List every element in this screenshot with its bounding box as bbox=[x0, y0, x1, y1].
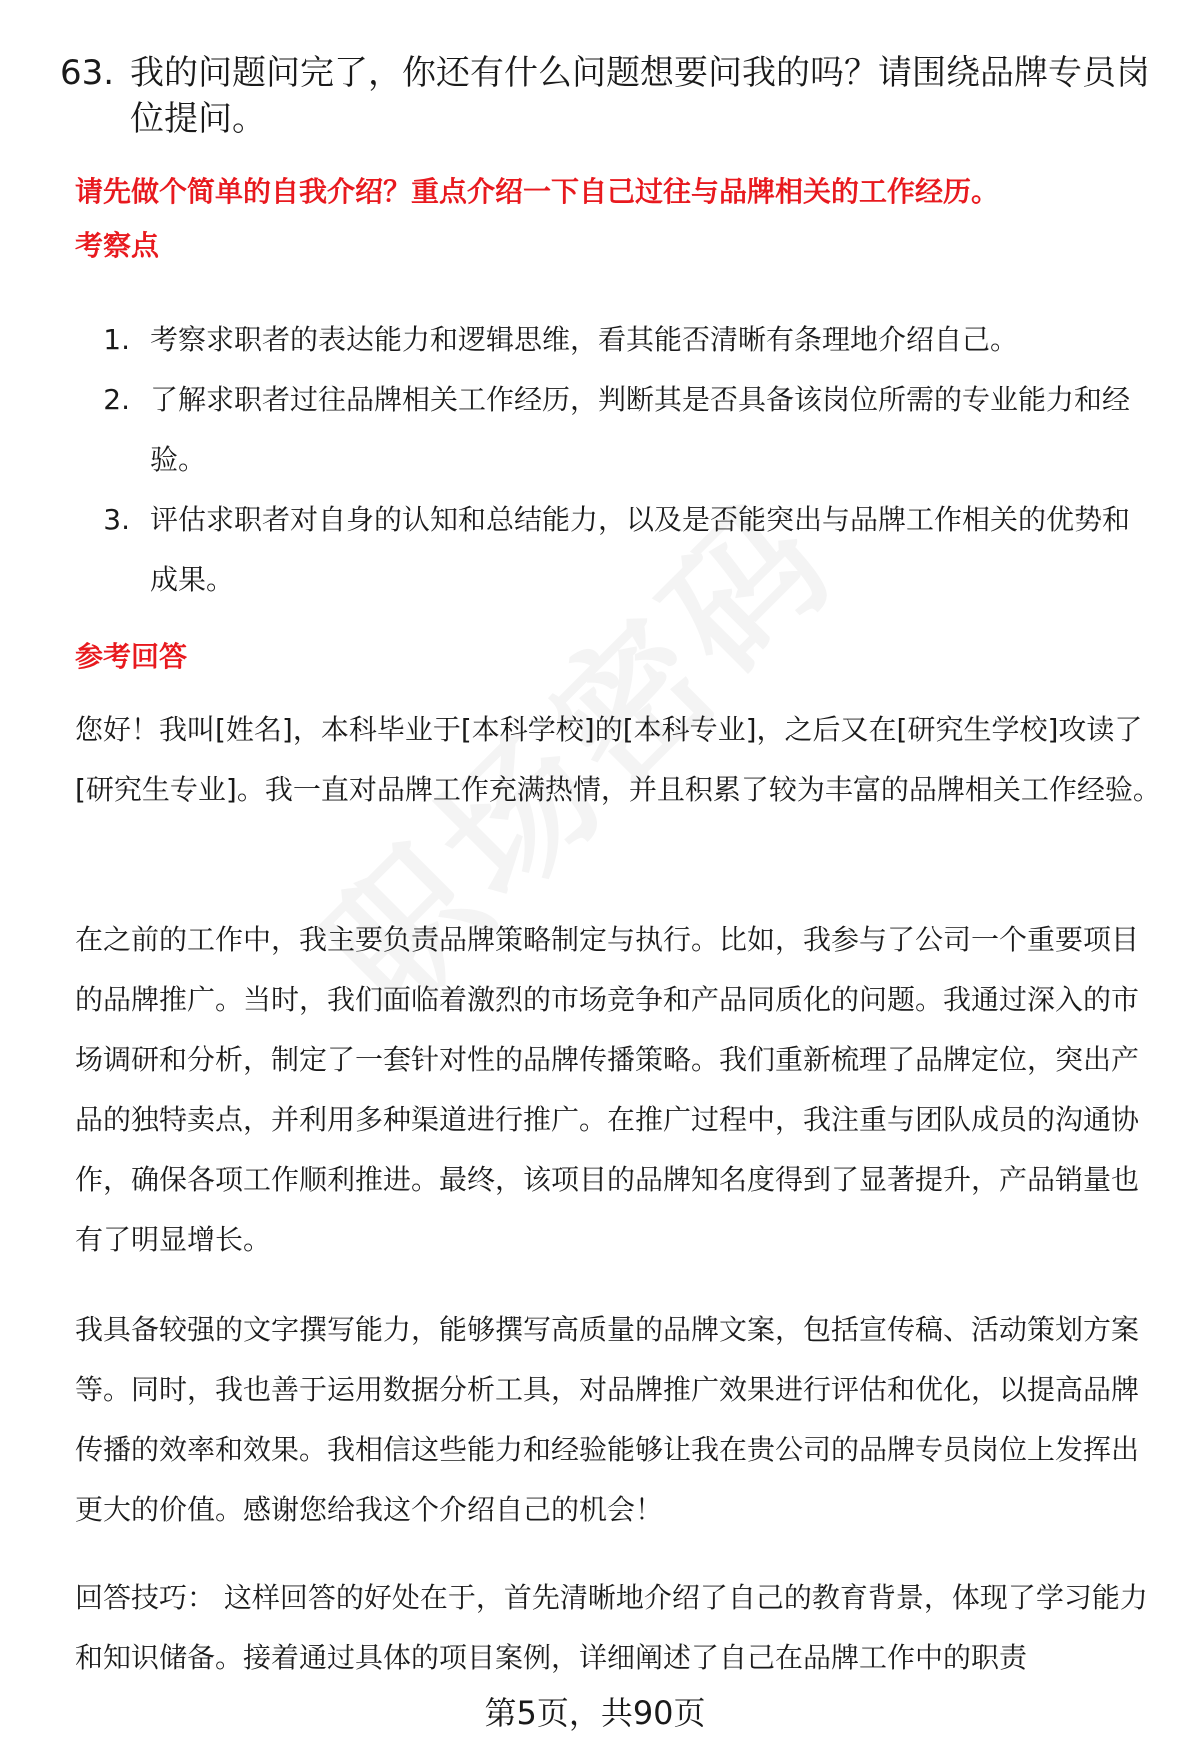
list-item-text: 考察求职者的表达能力和逻辑思维，看其能否清晰有条理地介绍自己。 bbox=[150, 323, 1019, 356]
list-item-number: 3. bbox=[103, 503, 130, 536]
list-item-text: 了解求职者过往品牌相关工作经历，判断其是否具备该岗位所需的专业能力和经验。 bbox=[150, 383, 1131, 476]
section-title-points: 考察点 bbox=[75, 229, 160, 262]
points-list bbox=[75, 310, 1155, 610]
list-item-number: 1. bbox=[103, 323, 130, 356]
section-title-answer: 参考回答 bbox=[75, 640, 188, 673]
question-number: 63. bbox=[60, 53, 115, 93]
list-item bbox=[75, 490, 1155, 610]
list-item-number: 2. bbox=[103, 383, 130, 416]
list-item-text: 评估求职者对自身的认知和总结能力，以及是否能突出与品牌工作相关的优势和成果。 bbox=[150, 503, 1131, 596]
question-heading bbox=[60, 50, 1150, 142]
list-item bbox=[75, 370, 1155, 490]
answer-paragraph-tips: 回答技巧： 这样回答的好处在于，首先清晰地介绍了自己的教育背景，体现了学习能力和知识储备。接着通过具体的项目案例，详细阐述了自己在品牌工作中的职责 bbox=[75, 1581, 1148, 1674]
page-footer: 第5页，共90页 bbox=[484, 1694, 706, 1732]
question-text: 我的问题问完了，你还有什么问题想要问我的吗？请围绕品牌专员岗位提问。 bbox=[130, 53, 1150, 139]
sub-question: 请先做个简单的自我介绍？重点介绍一下自己过往与品牌相关的工作经历。 bbox=[75, 175, 1000, 208]
answer-paragraph-skills: 我具备较强的文字撰写能力，能够撰写高质量的品牌文案，包括宣传稿、活动策划方案等。同时，我也善于运用数据分析工具，对品牌推广效果进行评估和优化，以提高品牌传播的效率和效果。我相信这些能力和经验能够让我在贵公司的品牌专员岗位上发挥出更大的价值。感谢您给我这个介绍自己的机会！ bbox=[75, 1313, 1140, 1526]
answer-paragraph-intro: 您好！我叫[姓名]，本科毕业于[本科学校]的[本科专业]，之后又在[研究生学校]攻读了[研究生专业]。我一直对品牌工作充满热情，并且积累了较为丰富的品牌相关工作经验。 bbox=[75, 713, 1161, 806]
list-item bbox=[75, 310, 1155, 370]
answer-paragraph-experience: 在之前的工作中，我主要负责品牌策略制定与执行。比如，我参与了公司一个重要项目的品牌推广。当时，我们面临着激烈的市场竞争和产品同质化的问题。我通过深入的市场调研和分析，制定了一套针对性的品牌传播策略。我们重新梳理了品牌定位，突出产品的独特卖点，并利用多种渠道进行推广。在推广过程中，我注重与团队成员的沟通协作，确保各项工作顺利推进。最终，该项目的品牌知名度得到了显著提升，产品销量也有了明显增长。 bbox=[75, 923, 1140, 1256]
